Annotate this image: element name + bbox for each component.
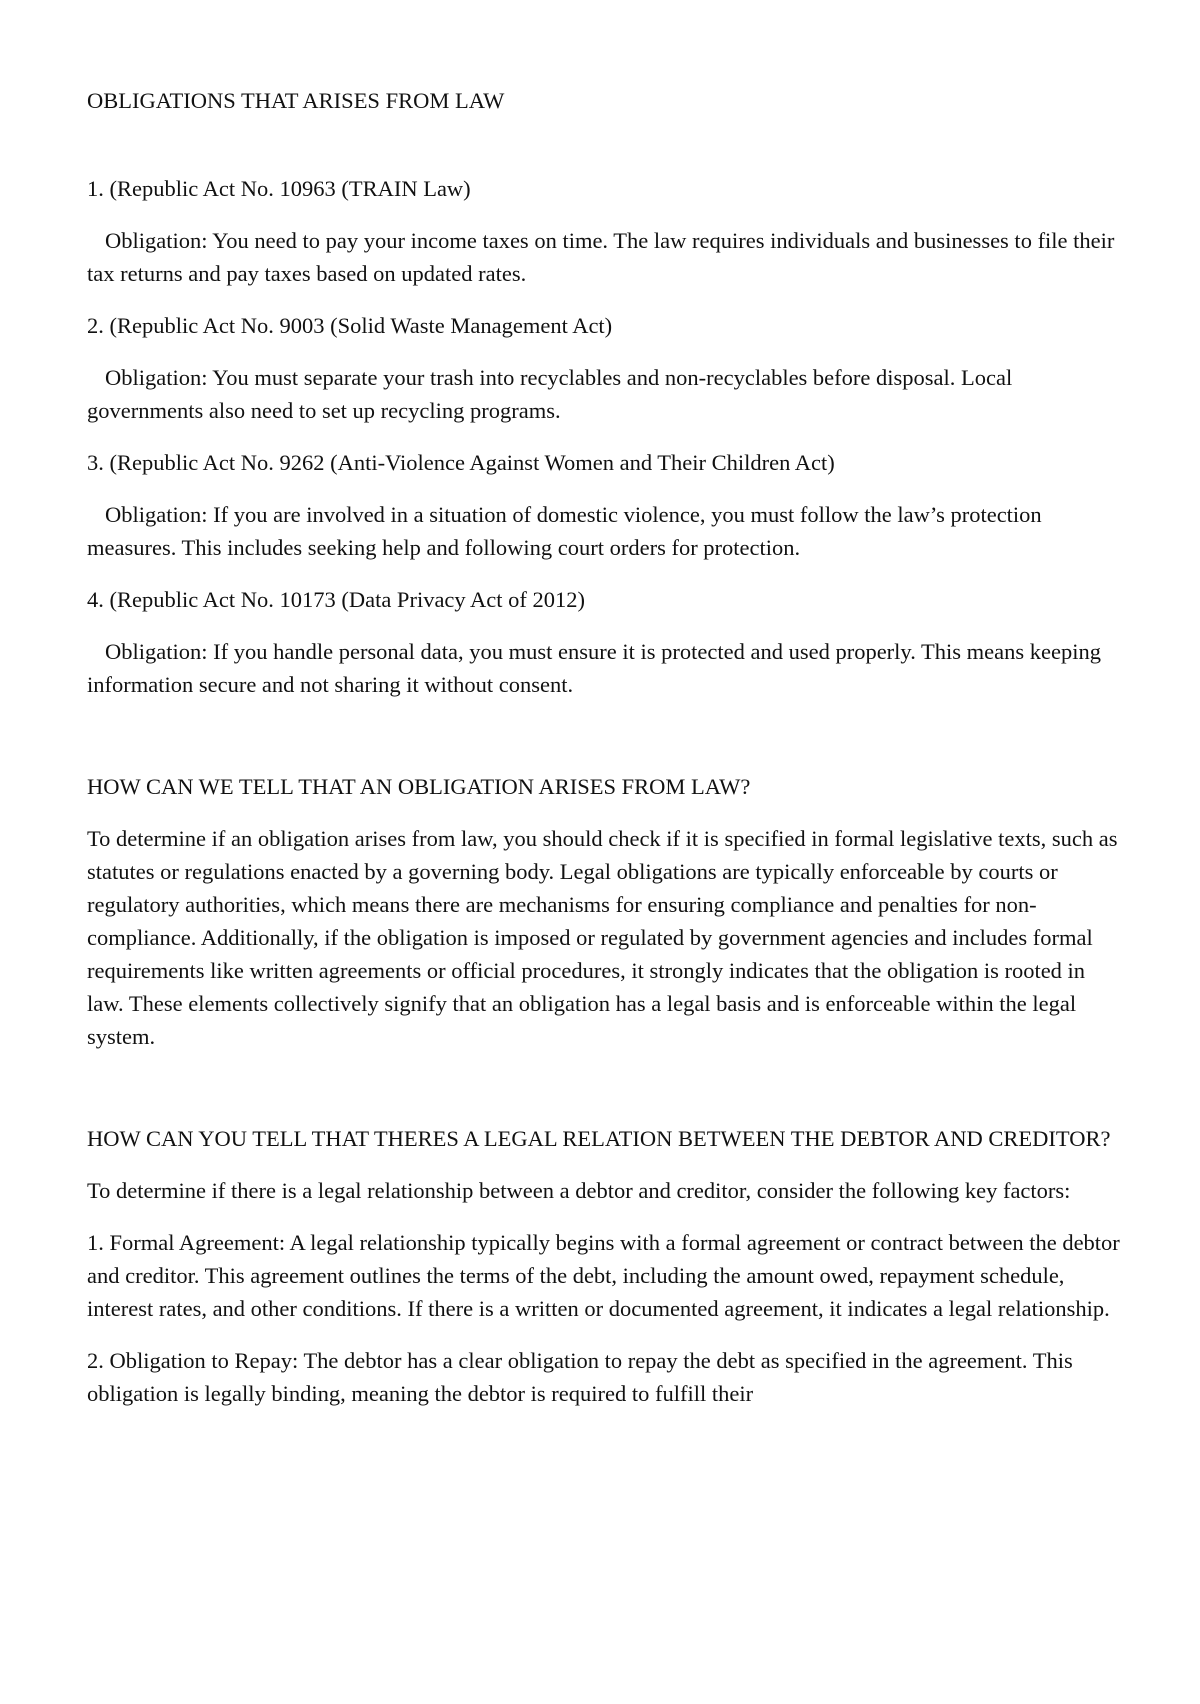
- act-2-obligation: Obligation: You must separate your trash into recyclables and non-recyclables before disposal. Local governments also need to set up recycling programs.: [87, 365, 1013, 423]
- act-2-title: 2. (Republic Act No. 9003 (Solid Waste Management Act): [87, 313, 613, 338]
- document-title: OBLIGATIONS THAT ARISES FROM LAW: [87, 88, 505, 113]
- act-1-title: 1. (Republic Act No. 10963 (TRAIN Law): [87, 176, 471, 201]
- act-4-title: 4. (Republic Act No. 10173 (Data Privacy Act of 2012): [87, 587, 586, 612]
- act-4-obligation: Obligation: If you handle personal data, you must ensure it is protected and used properly. This means keeping information secure and not sharing it without consent.: [87, 639, 1102, 697]
- section-heading-debtor-creditor: HOW CAN YOU TELL THAT THERES A LEGAL RELATION BETWEEN THE DEBTOR AND CREDITOR?: [87, 1126, 1111, 1151]
- factor-obligation-to-repay: 2. Obligation to Repay: The debtor has a clear obligation to repay the debt as specified in the agreement. This obligation is legally binding, meaning the debtor is required to fulfill their: [87, 1348, 1073, 1406]
- section-intro-debtor-creditor: To determine if there is a legal relationship between a debtor and creditor, consider the following key factors:: [87, 1178, 1071, 1203]
- act-1-obligation: Obligation: You need to pay your income taxes on time. The law requires individuals and businesses to file their tax returns and pay taxes based on updated rates.: [87, 228, 1115, 286]
- section-body-obligation-from-law: To determine if an obligation arises from law, you should check if it is specified in formal legislative texts, such as statutes or regulations enacted by a governing body. Legal obligations are typically enforceable by courts or regulatory authorities, which means there are mechanisms for ensuring compliance and penalties for non-compliance. Additionally, if the obligation is imposed or regulated by government agencies and includes formal requirements like written agreements or official procedures, it strongly indicates that the obligation is rooted in law. These elements collectively signify that an obligation has a legal basis and is enforceable within the legal system.: [87, 826, 1118, 1049]
- factor-formal-agreement: 1. Formal Agreement: A legal relationship typically begins with a formal agreement or contract between the debtor and creditor. This agreement outlines the terms of the debt, including the amount owed, repayment schedule, interest rates, and other conditions. If there is a written or documented agreement, it indicates a legal relationship.: [87, 1230, 1120, 1321]
- document-page: [87, 84, 1127, 1429]
- act-3-title: 3. (Republic Act No. 9262 (Anti-Violence Against Women and Their Children Act): [87, 450, 835, 475]
- section-heading-obligation-from-law: HOW CAN WE TELL THAT AN OBLIGATION ARISES FROM LAW?: [87, 774, 751, 799]
- act-3-obligation: Obligation: If you are involved in a situation of domestic violence, you must follow the law’s protection measures. This includes seeking help and following court orders for protection.: [87, 502, 1042, 560]
